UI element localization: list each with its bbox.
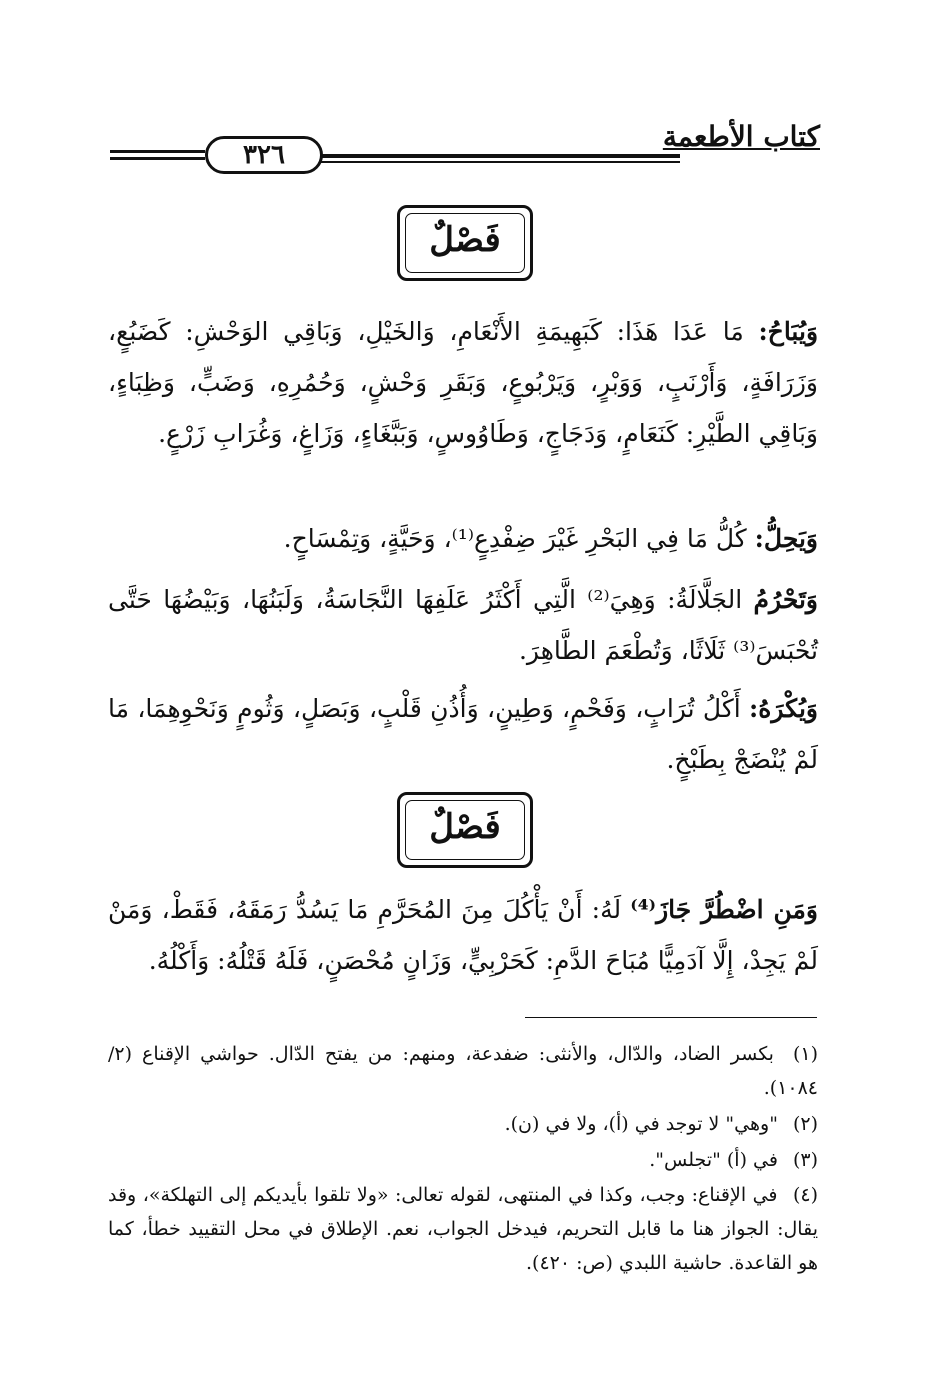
paragraph-sea-animals <box>108 513 818 564</box>
paragraph-text: أَكْلُ تُرَابٍ، وَفَحْمٍ، وَطِينٍ، وَأُذُنِ قَلْبٍ، وَبَصَلٍ، وَثُومٍ وَنَحْوِهِمَا، مَا لَمْ يُنْضَجْ بِطَبْخٍ. <box>108 694 818 774</box>
section-heading-box <box>397 792 533 868</box>
paragraph-text: كُلُّ مَا فِي البَحْرِ غَيْرَ ضِفْدِعٍ⁽¹⁾، وَحَيَّةٍ، وَتِمْسَاحٍ. <box>283 524 747 553</box>
footnote-text: في (أ) "تجلس". <box>649 1149 778 1171</box>
paragraph-lead: وَيُكْرَهُ: <box>749 694 818 723</box>
section-heading: فَصْلٌ <box>429 807 501 847</box>
paragraph-lead: وَيُبَاحُ: <box>758 317 819 346</box>
paragraph-text: لَهُ: أَنْ يَأْكُلَ مِنَ المُحَرَّمِ مَا يَسُدُّ رَمَقَهُ، فَقَطْ، وَمَنْ لَمْ يَجِدْ، إِلَّا آدَمِيًّا مُبَاحَ الدَّمِ: كَحَرْبِيٍّ، وَزَانٍ مُحْصَنٍ، فَلَهُ قَتْلُهُ: وَأَكْلُهُ. <box>108 895 818 975</box>
page-header <box>110 120 820 170</box>
footnote <box>108 1178 818 1280</box>
paragraph-text: الجَلَّالَةُ: وَهِيَ⁽²⁾ الَّتِي أَكْثَرُ عَلَفِهَا النَّجَاسَةُ، وَلَبَنُهَا، وَبَيْضُهَا حَتَّى تُحْبَسَ⁽³⁾ ثَلَاثًا، وَتُطْعَمَ الطَّاهِرَ. <box>108 585 818 665</box>
paragraph-lead: وَمَنِ اضْطُرَّ جَازَ⁽⁴⁾ <box>630 895 818 924</box>
paragraph-jallala <box>108 574 818 676</box>
paragraph-lead: وَتَحْرُمُ <box>753 585 818 614</box>
footnote-separator <box>525 1017 817 1018</box>
footnote-text: "وهي" لا توجد في (أ)، ولا في (ن). <box>504 1113 778 1135</box>
header-rule-left-2 <box>110 157 205 160</box>
section-heading-box <box>397 205 533 281</box>
page-number: ٣٢٦ <box>205 136 323 174</box>
paragraph-text: مَا عَدَا هَذَا: كَبَهِيمَةِ الأَنْعَامِ، وَالخَيْلِ، وَبَاقِي الوَحْشِ: كَضَبُعٍ، وَزَرَافَةٍ، وَأَرْنَبٍ، وَوَبْرٍ، وَيَرْبُوعٍ، وَبَقَرِ وَحْشٍ، وَحُمُرِهِ، وَضَبٍّ، وَظِبَاءٍ، وَبَاقِي الطَّيْرِ: كَنَعَامٍ، وَدَجَاجٍ، وَطَاوُوسٍ، وَبَبَّغَاءٍ، وَزَاغٍ، وَغُرَابِ زَرْعٍ. <box>108 317 818 448</box>
footnote-text: بكسر الضاد، والدّال، والأنثى: ضفدعة، ومنهم: من يفتح الدّال. حواشي الإقناع (٢/ ١٠٨٤). <box>108 1043 818 1099</box>
paragraph-disliked <box>108 683 818 785</box>
book-title: كتاب الأطعمة <box>662 120 820 153</box>
footnote-number: (١) <box>792 1043 819 1065</box>
footnote-number: (٣) <box>792 1149 818 1171</box>
footnote-text: في الإقناع: وجب، وكذا في المنتهى، لقوله تعالى: «ولا تلقوا بأيديكم إلى التهلكة»، وقد يقال: الجواز هنا ما قابل التحريم، فيدخل الجواب، نعم. الإطلاق في محل التقييد خطأ، كما هو القاعدة. حاشية اللبدي (ص: ٤٢٠). <box>108 1184 818 1274</box>
footnote-number: (٢) <box>792 1113 818 1135</box>
header-rule-left-1 <box>110 150 205 153</box>
footnote-number: (٤) <box>792 1184 818 1206</box>
paragraph-permitted <box>108 306 818 459</box>
paragraph-necessity <box>108 884 818 986</box>
footnote <box>108 1107 818 1141</box>
section-heading: فَصْلٌ <box>429 220 501 260</box>
footnote <box>108 1037 818 1105</box>
paragraph-lead: وَيَحِلُّ: <box>754 524 818 553</box>
footnote <box>108 1143 818 1177</box>
